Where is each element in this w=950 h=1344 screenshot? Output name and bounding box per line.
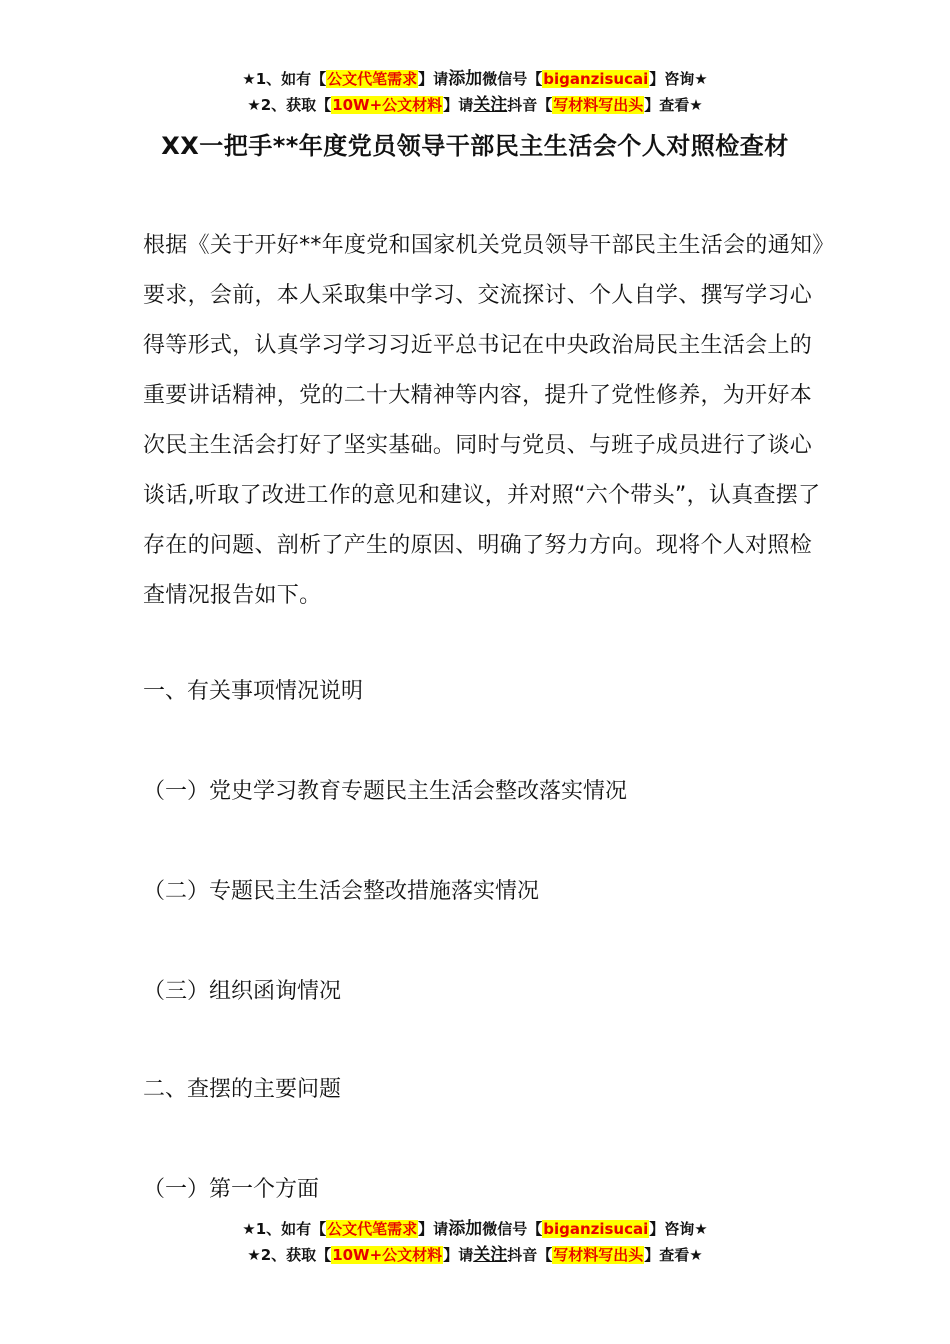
promo-text: ★1、如有【 xyxy=(242,1220,327,1238)
promo-text: 】请 xyxy=(443,96,474,114)
promo-text: ★1、如有【 xyxy=(242,70,327,88)
promo-line-1 xyxy=(0,66,950,92)
promo-text: ★2、获取【 xyxy=(247,96,332,114)
subsection-heading: （三）组织函询情况 xyxy=(143,979,342,1004)
section-heading: 一、有关事项情况说明 xyxy=(143,679,364,704)
promo-text: 抖音【 xyxy=(507,96,553,114)
promo-text: 】请 xyxy=(418,70,449,88)
promo-text: 】请 xyxy=(418,1220,449,1238)
highlight-douyin-id: 写材料写出头 xyxy=(553,1246,644,1264)
subsection-heading: （一）党史学习教育专题民主生活会整改落实情况 xyxy=(143,779,628,804)
highlight-materials: 10W+公文材料 xyxy=(332,96,443,114)
highlight-wechat-id: biganzisucai xyxy=(543,70,649,88)
document-title: XX一把手**年度党员领导干部民主生活会个人对照检查材 xyxy=(161,132,789,160)
promo-text: 】请 xyxy=(443,1246,474,1264)
promo-text: 】咨询★ xyxy=(649,70,708,88)
promo-line-2 xyxy=(0,92,950,118)
highlight-service: 公文代笔需求 xyxy=(327,70,418,88)
promo-text: 】查看★ xyxy=(644,1246,703,1264)
highlight-douyin-id: 写材料写出头 xyxy=(553,96,644,114)
section-heading: 二、查摆的主要问题 xyxy=(143,1077,342,1102)
promo-text: 微信号【 xyxy=(482,70,543,88)
promo-banner-top xyxy=(0,66,950,118)
promo-emphasis: 关注 xyxy=(473,1245,508,1265)
promo-text: 微信号【 xyxy=(482,1220,543,1238)
promo-text: 抖音【 xyxy=(507,1246,553,1264)
promo-emphasis: 添加 xyxy=(448,1219,483,1239)
intro-paragraph: 根据《关于开好**年度党和国家机关党员领导干部民主生活会的通知》要求，会前，本人采取集中学习、交流探讨、个人自学、撰写学习心得等形式，认真学习学习习近平总书记在中央政治局民主生活会上的重要讲话精神，党的二十大精神等内容，提升了党性修养，为开好本次民主生活会打好了坚实基础。同时与党员、与班子成员进行了谈心谈话,听取了改进工作的意见和建议，并对照“六个带头”，认真查摆了存在的问题、剖析了产生的原因、明确了努力方向。现将个人对照检查情况报告如下。 xyxy=(143,233,824,608)
promo-text: ★2、获取【 xyxy=(247,1246,332,1264)
promo-emphasis: 添加 xyxy=(448,69,483,89)
highlight-wechat-id: biganzisucai xyxy=(543,1220,649,1238)
subsection-heading: （二）专题民主生活会整改措施落实情况 xyxy=(143,879,540,904)
promo-line-2 xyxy=(0,1242,950,1268)
promo-emphasis: 关注 xyxy=(473,95,508,115)
promo-line-1 xyxy=(0,1216,950,1242)
promo-text: 】查看★ xyxy=(644,96,703,114)
subsection-heading: （一）第一个方面 xyxy=(143,1177,320,1202)
promo-banner-bottom xyxy=(0,1216,950,1268)
highlight-service: 公文代笔需求 xyxy=(327,1220,418,1238)
promo-text: 】咨询★ xyxy=(649,1220,708,1238)
highlight-materials: 10W+公文材料 xyxy=(332,1246,443,1264)
